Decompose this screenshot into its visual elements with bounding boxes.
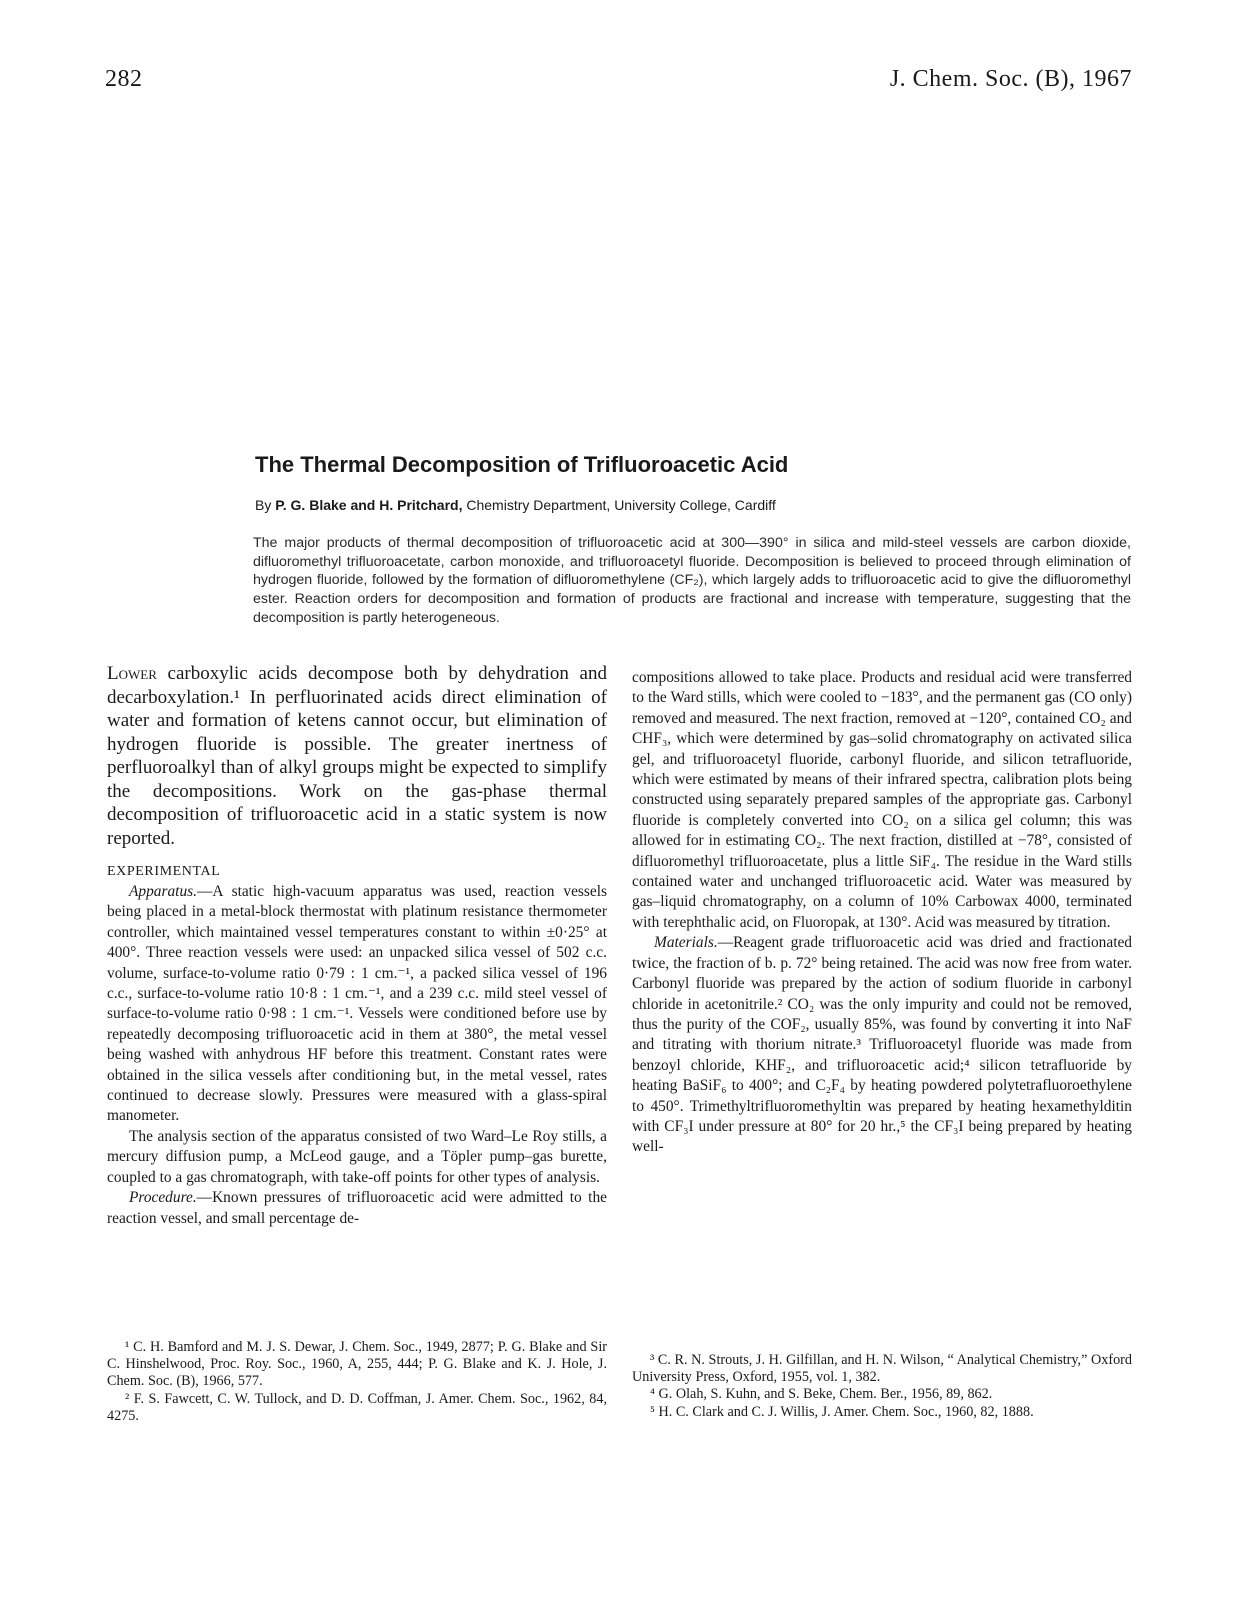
affiliation: Chemistry Department, University College, Cardiff — [466, 497, 776, 513]
footnotes-left — [107, 1339, 607, 1425]
intro-lead: Lower — [107, 663, 157, 684]
byline — [255, 497, 776, 513]
footnote-1: ¹ C. H. Bamford and M. J. S. Dewar, J. Chem. Soc., 1949, 2877; P. G. Blake and Sir C. Hinshelwood, Proc. Roy. Soc., 1960, A, 255, 444; P. G. Blake and K. J. Hole, J. Chem. Soc. (B), 1966, 577. — [107, 1339, 607, 1390]
analysis-paragraph: The analysis section of the apparatus consisted of two Ward–Le Roy stills, a mercury diffusion pump, a McLeod gauge, and a Töpler pump–gas burette, coupled to a gas chromatograph, with take-off points for other types of analysis. — [107, 1127, 607, 1186]
footnote-4: ⁴ G. Olah, S. Kuhn, and S. Beke, Chem. Ber., 1956, 89, 862. — [650, 1386, 993, 1403]
apparatus-heading: Apparatus. — [129, 883, 197, 900]
journal-reference: J. Chem. Soc. (B), 1967 — [889, 66, 1132, 92]
apparatus-paragraph — [107, 882, 607, 1127]
footnote-3: ³ C. R. N. Strouts, J. H. Gilfillan, and H. N. Wilson, “ Analytical Chemistry,” Oxford University Press, Oxford, 1955, vol. 1, 382. — [632, 1352, 1132, 1386]
continued-paragraph: compositions allowed to take place. Products and residual acid were transferred to the Ward stills, which were cooled to −183°, and the permanent gas (CO only) removed and measured. The next fraction, removed at −120°, contained CO₂ and CHF₃, which were determined by gas–solid chromatography on activated silica gel, and trifluoroacetyl fluoride, carbonyl fluoride, and silicon tetrafluoride, which were estimated by means of their infrared spectra, calibration plots being constructed using separately prepared samples of the appropriate gas. Carbonyl fluoride is completely converted into CO₂ on a silica gel column; this was allowed for in estimating CO₂. The next fraction, distilled at −78°, consisted of difluoromethyl trifluoroacetate, plus a little SiF₄. The residue in the Ward stills contained water and unchanged trifluoroacetic acid. Water was measured by gas–liquid chromatography, on a column of 10% Carbowax 4000, terminated with terephthalic acid, on Fluoropak, at 130°. Acid was measured by titration. — [632, 669, 1132, 931]
page-number: 282 — [105, 66, 143, 92]
materials-heading: Materials. — [654, 934, 718, 952]
authors: P. G. Blake and H. Pritchard, — [275, 497, 463, 513]
article-title: The Thermal Decomposition of Trifluoroacetic Acid — [255, 452, 789, 477]
procedure-text: —Known pressures of trifluoroacetic acid were admitted to the reaction vessel, and small percentage de- — [107, 1189, 607, 1227]
footnote-2: ² F. S. Fawcett, C. W. Tullock, and D. D. Coffman, J. Amer. Chem. Soc., 1962, 84, 4275. — [107, 1390, 607, 1424]
footnote-5: ⁵ H. C. Clark and C. J. Willis, J. Amer. Chem. Soc., 1960, 82, 1888. — [650, 1403, 1034, 1420]
experimental-heading: EXPERIMENTAL — [107, 864, 221, 879]
intro-paragraph — [107, 662, 607, 850]
materials-paragraph — [632, 933, 1132, 1157]
byline-by: By — [255, 497, 272, 513]
materials-text: —Reagent grade trifluoroacetic acid was dried and fractionated twice, the fraction of b. p. 72° being retained. The acid was now free from water. Carbonyl fluoride was prepared by the action of sodium fluoride in carbonyl chloride in acetonitrile.² CO₂ was the only impurity and could not be removed, thus the purity of the COF₂, usually 85%, was found by converting it into NaF and titrating with thorium nitrate.³ Trifluoroacetyl fluoride was made from benzoyl chloride, KHF₂, and trifluoroacetic acid;⁴ silicon tetrafluoride by heating BaSiF₆ to 400°; and C₂F₄ by heating powdered polytetrafluoroethylene to 450°. Trimethyltrifluoromethyltin was prepared by heating hexamethylditin with CF₃I under pressure at 80° for 20 hr.,⁵ the CF₃I being prepared by heating well- — [632, 934, 1132, 1156]
body-column-left — [107, 662, 607, 1229]
footnotes-right — [632, 1352, 1132, 1421]
abstract: The major products of thermal decomposition of trifluoroacetic acid at 300—390° in silica and mild-steel vessels are carbon dioxide, difluoromethyl trifluoroacetate, carbon monoxide, and trifluoroacetyl fluoride. Decomposition is believed to proceed through elimination of hydrogen fluoride, followed by the formation of difluoromethylene (CF₂), which largely adds to trifluoroacetic acid to give the difluoromethyl ester. Reaction orders for decomposition and formation of products are fractional and increase with temperature, suggesting that the decomposition is partly heterogeneous. — [253, 535, 1131, 626]
intro-text: carboxylic acids decompose both by dehydration and decarboxylation.¹ In perfluorinated acids direct elimination of water and formation of ketens cannot occur, but elimination of hydrogen fluoride is possible. The greater inertness of perfluoroalkyl than of alkyl groups might be expected to simplify the decompositions. Work on the gas-phase thermal decomposition of trifluoroacetic acid in a static system is now reported. — [107, 663, 607, 849]
procedure-paragraph — [107, 1188, 607, 1229]
apparatus-text: —A static high-vacuum apparatus was used, reaction vessels being placed in a metal-block thermostat with platinum resistance thermometer controller, which maintained vessel temperatures constant to within ±0·25° at 400°. Three reaction vessels were used: an unpacked silica vessel of 502 c.c. volume, surface-to-volume ratio 0·79 : 1 cm.⁻¹, a packed silica vessel of 196 c.c., surface-to-volume ratio 10·8 : 1 cm.⁻¹, and a 239 c.c. mild steel vessel of surface-to-volume ratio 0·98 : 1 cm.⁻¹. Vessels were conditioned before use by repeatedly decomposing trifluoroacetic acid in them at 380°, the metal vessel being washed with anhydrous HF before this treatment. Constant rates were obtained in the silica vessels after conditioning but, in the metal vessel, rates continued to decrease slowly. Pressures were measured with a glass-spiral manometer. — [107, 883, 607, 1125]
procedure-heading: Procedure. — [129, 1189, 197, 1207]
body-column-right — [632, 668, 1132, 1158]
